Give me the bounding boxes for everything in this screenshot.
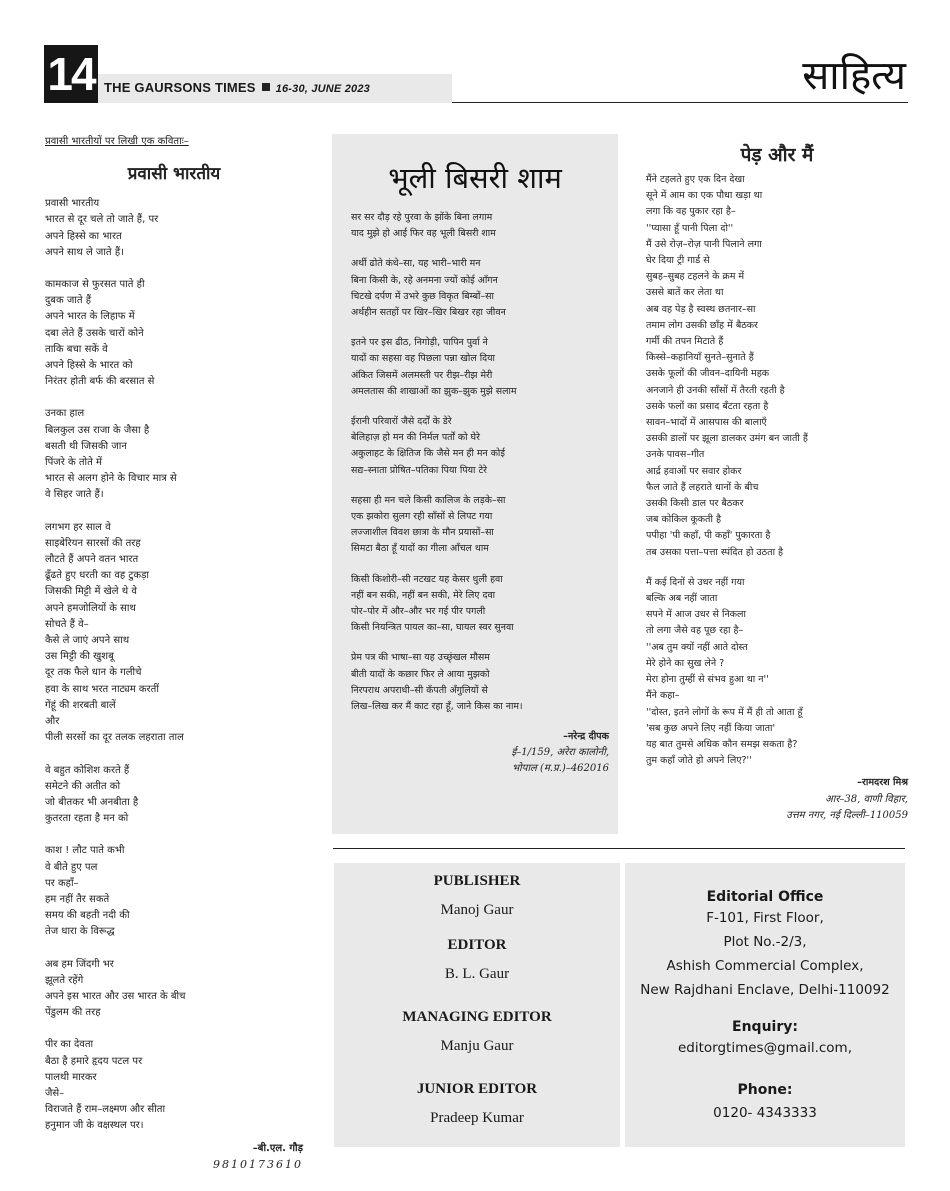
author-address: ई–1/159, अरेरा कालोनी, भोपाल (म.प्र.)–462016 (511, 747, 609, 775)
office-box (625, 863, 905, 1147)
poem-title: पेड़ और मैं (740, 144, 814, 166)
left-poem (45, 134, 303, 1173)
enquiry-email: editorgtimes@gmail.com, (677, 1040, 852, 1056)
credit-managing-editor (334, 1007, 620, 1056)
middle-poem (351, 210, 609, 777)
credits-box (334, 863, 620, 1147)
poem-author: –रामदरश मिश्र (857, 777, 908, 789)
poem-stanza: सर सर दौड़ रहे पुरवा के झोंके बिना लगाम याद मुझे हो आई फिर वह भूली बिसरी शाम (351, 212, 496, 240)
issue-date: 16-30, JUNE 2023 (275, 83, 370, 95)
phone-label: Phone: (737, 1082, 793, 1098)
right-poem (646, 142, 908, 824)
credit-junior-editor (334, 1079, 620, 1128)
poem-stanza: अर्थी ढोते कंधे–सा, यह भारी–भारी मन बिना किसी के, रहे अनमना ज्यों कोई आँगन चिटखे दर्पण में उभरे कुछ विकृत बिम्बों–सा अर्थहीन सतहों पर खिर–खिर बिखर रहा जीवन (351, 258, 506, 319)
poem-stanza: पीर का देवता बैठा है हमारे हृदय पटल पर पालथी मारकर जैसे– विराजते हैं राम–लक्ष्मण और सीता हनुमान जी के वक्षस्थल पर। (45, 1039, 166, 1132)
credit-name: Pradeep Kumar (430, 1110, 524, 1126)
poem-stanza: सहसा ही मन चले किसी कालिज के लड़के–सा एक झकोरा सुलग रही साँसों से लिपट गया लज्जाशील विवश छात्रा के मौन प्रयासों–सा सिमटा बैठा हूँ यादों का गीला आँचल थाम (351, 494, 506, 555)
section-title: साहित्य (802, 53, 906, 99)
poem-stanza: प्रेम पत्र की भाषा–सा यह उच्छृंखल मौसम बीती यादों के कछार फिर ले आया मुझको निरपराध अपराधी–सी कँपती अँगुलियों से लिख–लिख कर मैं काट रहा हूँ, जाने किस का नाम। (351, 652, 523, 713)
poem-author: –नरेन्द्र दीपक (563, 731, 609, 743)
credit-editor (334, 935, 620, 984)
credit-role: EDITOR (447, 937, 507, 953)
square-bullet-icon (262, 83, 270, 91)
poem-stanza: मैं कई दिनों से उधर नहीं गया बल्कि अब नहीं जाता सपने में आज उधर से निकला तो लगा जैसे वह पूछ रहा है– ''अब तुम क्यों नहीं आते दोस्त मेरे होने का सुख लेने ? मेरा होना तुम्हीं से संभव हुआ था न'' मैंने कहा– ''दोस्त, इतने लोगों के रूप में मैं ही तो आता हूँ 'सब कुछ अपने लिए नहीं किया जाता' यह बात तुमसे अधिक कौन समझ सकता है? तुम कहाँ जोते हो अपने लिए?'' (646, 576, 803, 767)
poem-intro: प्रवासी भारतीयों पर लिखी एक कविताः– (45, 136, 189, 147)
poem-stanza: किसी किशोरी–सी नटखट यह केसर धुली हवा नहीं बन सकी, नहीं बन सकी, मेरे लिए दवा पोर–पोर में और–और भर गई पीर पगली किसी नियन्त्रित पायल का–सा, घायल स्वर सुनवा (351, 573, 514, 634)
credit-name: Manoj Gaur (440, 902, 514, 918)
office-phone: 0120- 4343333 (713, 1105, 817, 1121)
credit-publisher (334, 871, 620, 920)
credit-role: JUNIOR EDITOR (416, 1081, 538, 1097)
poem-stanza: मैंने टहलते हुए एक दिन देखा सूने में आम का एक पौधा खड़ा था लगा कि वह पुकार रहा है– ''प्यासा हूँ पानी पिला दो'' मैं उसे रोज़–रोज़ पानी पिलाने लगा घेर दिया ट्री गार्ड से सुबह–सुबह टहलने के क्रम में उससे बातें कर लेता था अब वह पेड़ है स्वस्थ छतनार–सा तमाम लोग उसकी छाँह में बैठकर गर्मी की तपन मिटाते हैं किस्से–कहानियाँ सुनते–सुनाते हैं उसके फूलों की जीवन–दायिनी महक अनजाने ही उनकी साँसों में तैरती रहती है उसके फलों का प्रसाद बँटता रहता है सावन–भादों में आसपास की बालाएँ उसकी डालों पर झूला डालकर उमंग बन जाती हैं उनके पावस–गीत आर्द्र हवाओं पर सवार होकर फैल जाते हैं लहराते धानों के बीच उसकी किसी डाल पर बैठकर जब कोकिल कूकती है पपीहा 'पी कहाँ, पी कहाँ' पुकारता है तब उसका पत्ता–पत्ता स्पंदित हो उठता है (646, 174, 808, 558)
poem-stanza: अब हम जिंदगी भर झूलते रहेंगे अपने इस भारत और उस भारत के बीच पेंडुलम की तरह (45, 958, 186, 1019)
middle-poem-box (332, 134, 618, 834)
masthead (104, 80, 370, 95)
bottom-divider (333, 848, 905, 849)
author-address: आर–38, वाणी विहार, उत्तम नगर, नई दिल्ली–110059 (786, 793, 908, 821)
poem-stanza: लगभग हर साल वे साइबेरियन सारसों की तरह लौटते हैं अपने वतन भारत ढूँढते हुए धरती का वह टुकड़ा जिसकी मिट्टी में खेले थे वे अपने हमजोलियों के साथ सोचते हैं वे– कैसे ले जाएं अपने साथ उस मिट्टी की खुशबू दूर तक फैले धान के गलीचे हवा के साथ भरत नाट्यम करतीं गेंहूं की शरबती बालें और पीली सरसों का दूर तलक लहराता ताल (45, 521, 184, 744)
poem-stanza: इतने पर इस ढीठ, निगोड़ी, पापिन पुर्वा ने यादों का सहसा वह पिछला पन्ना खोल दिया अंकित जिसमें अलमस्ती पर रीझ–रीझ मेरी अमलतास की शाखाओं का झुक–झुक मुझे सलाम (351, 337, 517, 397)
header-divider (452, 102, 908, 103)
credit-name: Manju Gaur (440, 1038, 514, 1054)
office-address: F-101, First Floor, Plot No.-2/3, Ashish Commercial Complex, New Rajdhani Enclave, Delhi-110092 (640, 910, 890, 998)
poem-title: प्रवासी भारतीय (127, 164, 221, 185)
poem-stanza: ईरानी परिवारों जैसे दर्दों के डेरे बेलिहाज़ हो मन की निर्मल पर्तों को घेरे अकुलाहट के क्षितिज कि जैसे मन ही मन कोई सद्य–स्नाता प्रोषित–पतिका पिया पिया टेरे (351, 416, 505, 476)
credit-name: B. L. Gaur (444, 966, 510, 982)
masthead-bar (98, 74, 452, 103)
poem-stanza: काश ! लौट पाते कभी वे बीते हुए पल पर कहाँ– हम नहीं तैर सकते समय की बहती नदी की तेज धारा के विरूद्ध (45, 845, 130, 938)
credit-role: PUBLISHER (433, 873, 521, 889)
enquiry-label: Enquiry: (732, 1019, 798, 1035)
poem-author: –बी.एल. गौड़ (252, 1142, 303, 1154)
page-number: 14 (44, 45, 98, 103)
poem-stanza: प्रवासी भारतीय भारत से दूर चले तो जाते हैं, पर अपने हिस्से का भारत अपने साथ ले जाते हैं। (45, 198, 159, 258)
poem-stanza: उनका हाल बिलकुल उस राजा के जैसा है बसती थी जिसकी जान पिंजरे के तोते में भारत से अलग होने के विचार मात्र से वे सिहर जाते हैं। (45, 408, 177, 501)
masthead-title: THE GAURSONS TIMES (104, 80, 256, 95)
poem-title: भूली बिसरी शाम (388, 161, 562, 195)
poem-stanza: वे बहुत कोशिश करते हैं समेटने की अतीत को जो बीतकर भी अनबीता है कुतरता रहता है मन को (45, 764, 139, 825)
office-heading: Editorial Office (706, 889, 824, 905)
credit-role: MANAGING EDITOR (402, 1009, 552, 1025)
poem-stanza: कामकाज से फुरसत पाते ही दुबक जाते हैं अपने भारत के लिहाफ में दबा लेते हैं उसके चारों कोने ताकि बचा सकें वे अपने हिस्से के भारत को निरंतर होती बर्फ की बरसात से (45, 279, 155, 388)
author-phone: 9810173610 (213, 1157, 303, 1171)
